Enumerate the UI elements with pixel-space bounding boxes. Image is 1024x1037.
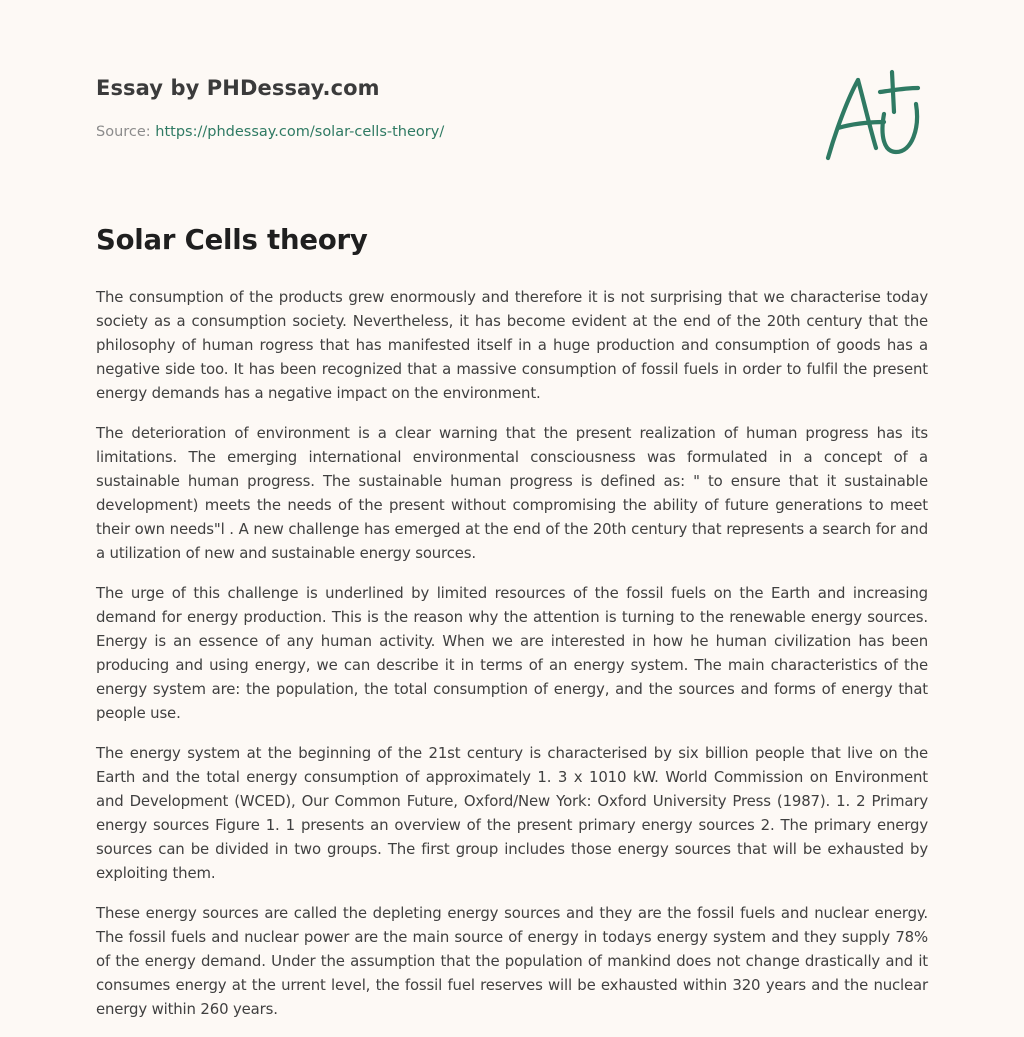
essay-paragraph: The urge of this challenge is underlined by limited resources of the fossil fuels on the Earth and increasing demand for energy production. This is the reason why the attention is turning to the renewable energy sources. Energy is an essence of any human activity. When we are interested in how he human civilization has been producing and using energy, we can describe it in terms of an energy system. The main characteristics of the energy system are: the population, the total consumption of energy, and the sources and forms of energy that people use. xyxy=(96,584,928,722)
essay-paragraph: These energy sources are called the depleting energy sources and they are the fossil fuels and nuclear energy. The fossil fuels and nuclear power are the main source of energy in todays energy system and they supply 78% of the energy demand. Under the assumption that the population of mankind does not change drastically and it consumes energy at the urrent level, the fossil fuel reserves will be exhausted within 320 years and the nuclear energy within 260 years. xyxy=(96,904,928,1018)
source-link[interactable]: https://phdessay.com/solar-cells-theory/ xyxy=(155,124,445,140)
essay-paragraph: The consumption of the products grew enormously and therefore it is not surprising that we characterise today society as a consumption society. Nevertheless, it has become evident at the end of the 20th century that the philosophy of human rogress that has manifested itself in a huge production and consumption of goods has a negative side too. It has been recognized that a massive consumption of fossil fuels in order to fulfil the present energy demands has a negative impact on the environment. xyxy=(96,288,928,402)
source-line xyxy=(96,124,444,140)
essay-title: Solar Cells theory xyxy=(96,224,368,256)
essay-paragraph: The deterioration of environment is a clear warning that the present realization of human progress has its limitations. The emerging international environmental consciousness was formulated in a concept of a sustainable human progress. The sustainable human progress is defined as: " to ensure that it sustainable development) meets the needs of the present without compromising the ability of future generations to meet their own needs"l . A new challenge has emerged at the end of the 20th century that represents a search for and a utilization of new and sustainable energy sources. xyxy=(96,424,928,562)
source-label: Source: xyxy=(96,124,156,140)
a-plus-logo-icon xyxy=(824,68,924,164)
site-brand: Essay by PHDessay.com xyxy=(96,76,380,100)
page-header xyxy=(96,0,928,200)
essay-paragraph: The energy system at the beginning of the 21st century is characterised by six billion people that live on the Earth and the total energy consumption of approximately 1. 3 x 1010 kW. World Commission on Environment and Development (WCED), Our Common Future, Oxford/New York: Oxford University Press (1987). 1. 2 Primary energy sources Figure 1. 1 presents an overview of the present primary energy sources 2. The primary energy sources can be divided in two groups. The first group includes those energy sources that will be exhausted by exploiting them. xyxy=(96,744,928,882)
essay-body xyxy=(96,285,928,1037)
